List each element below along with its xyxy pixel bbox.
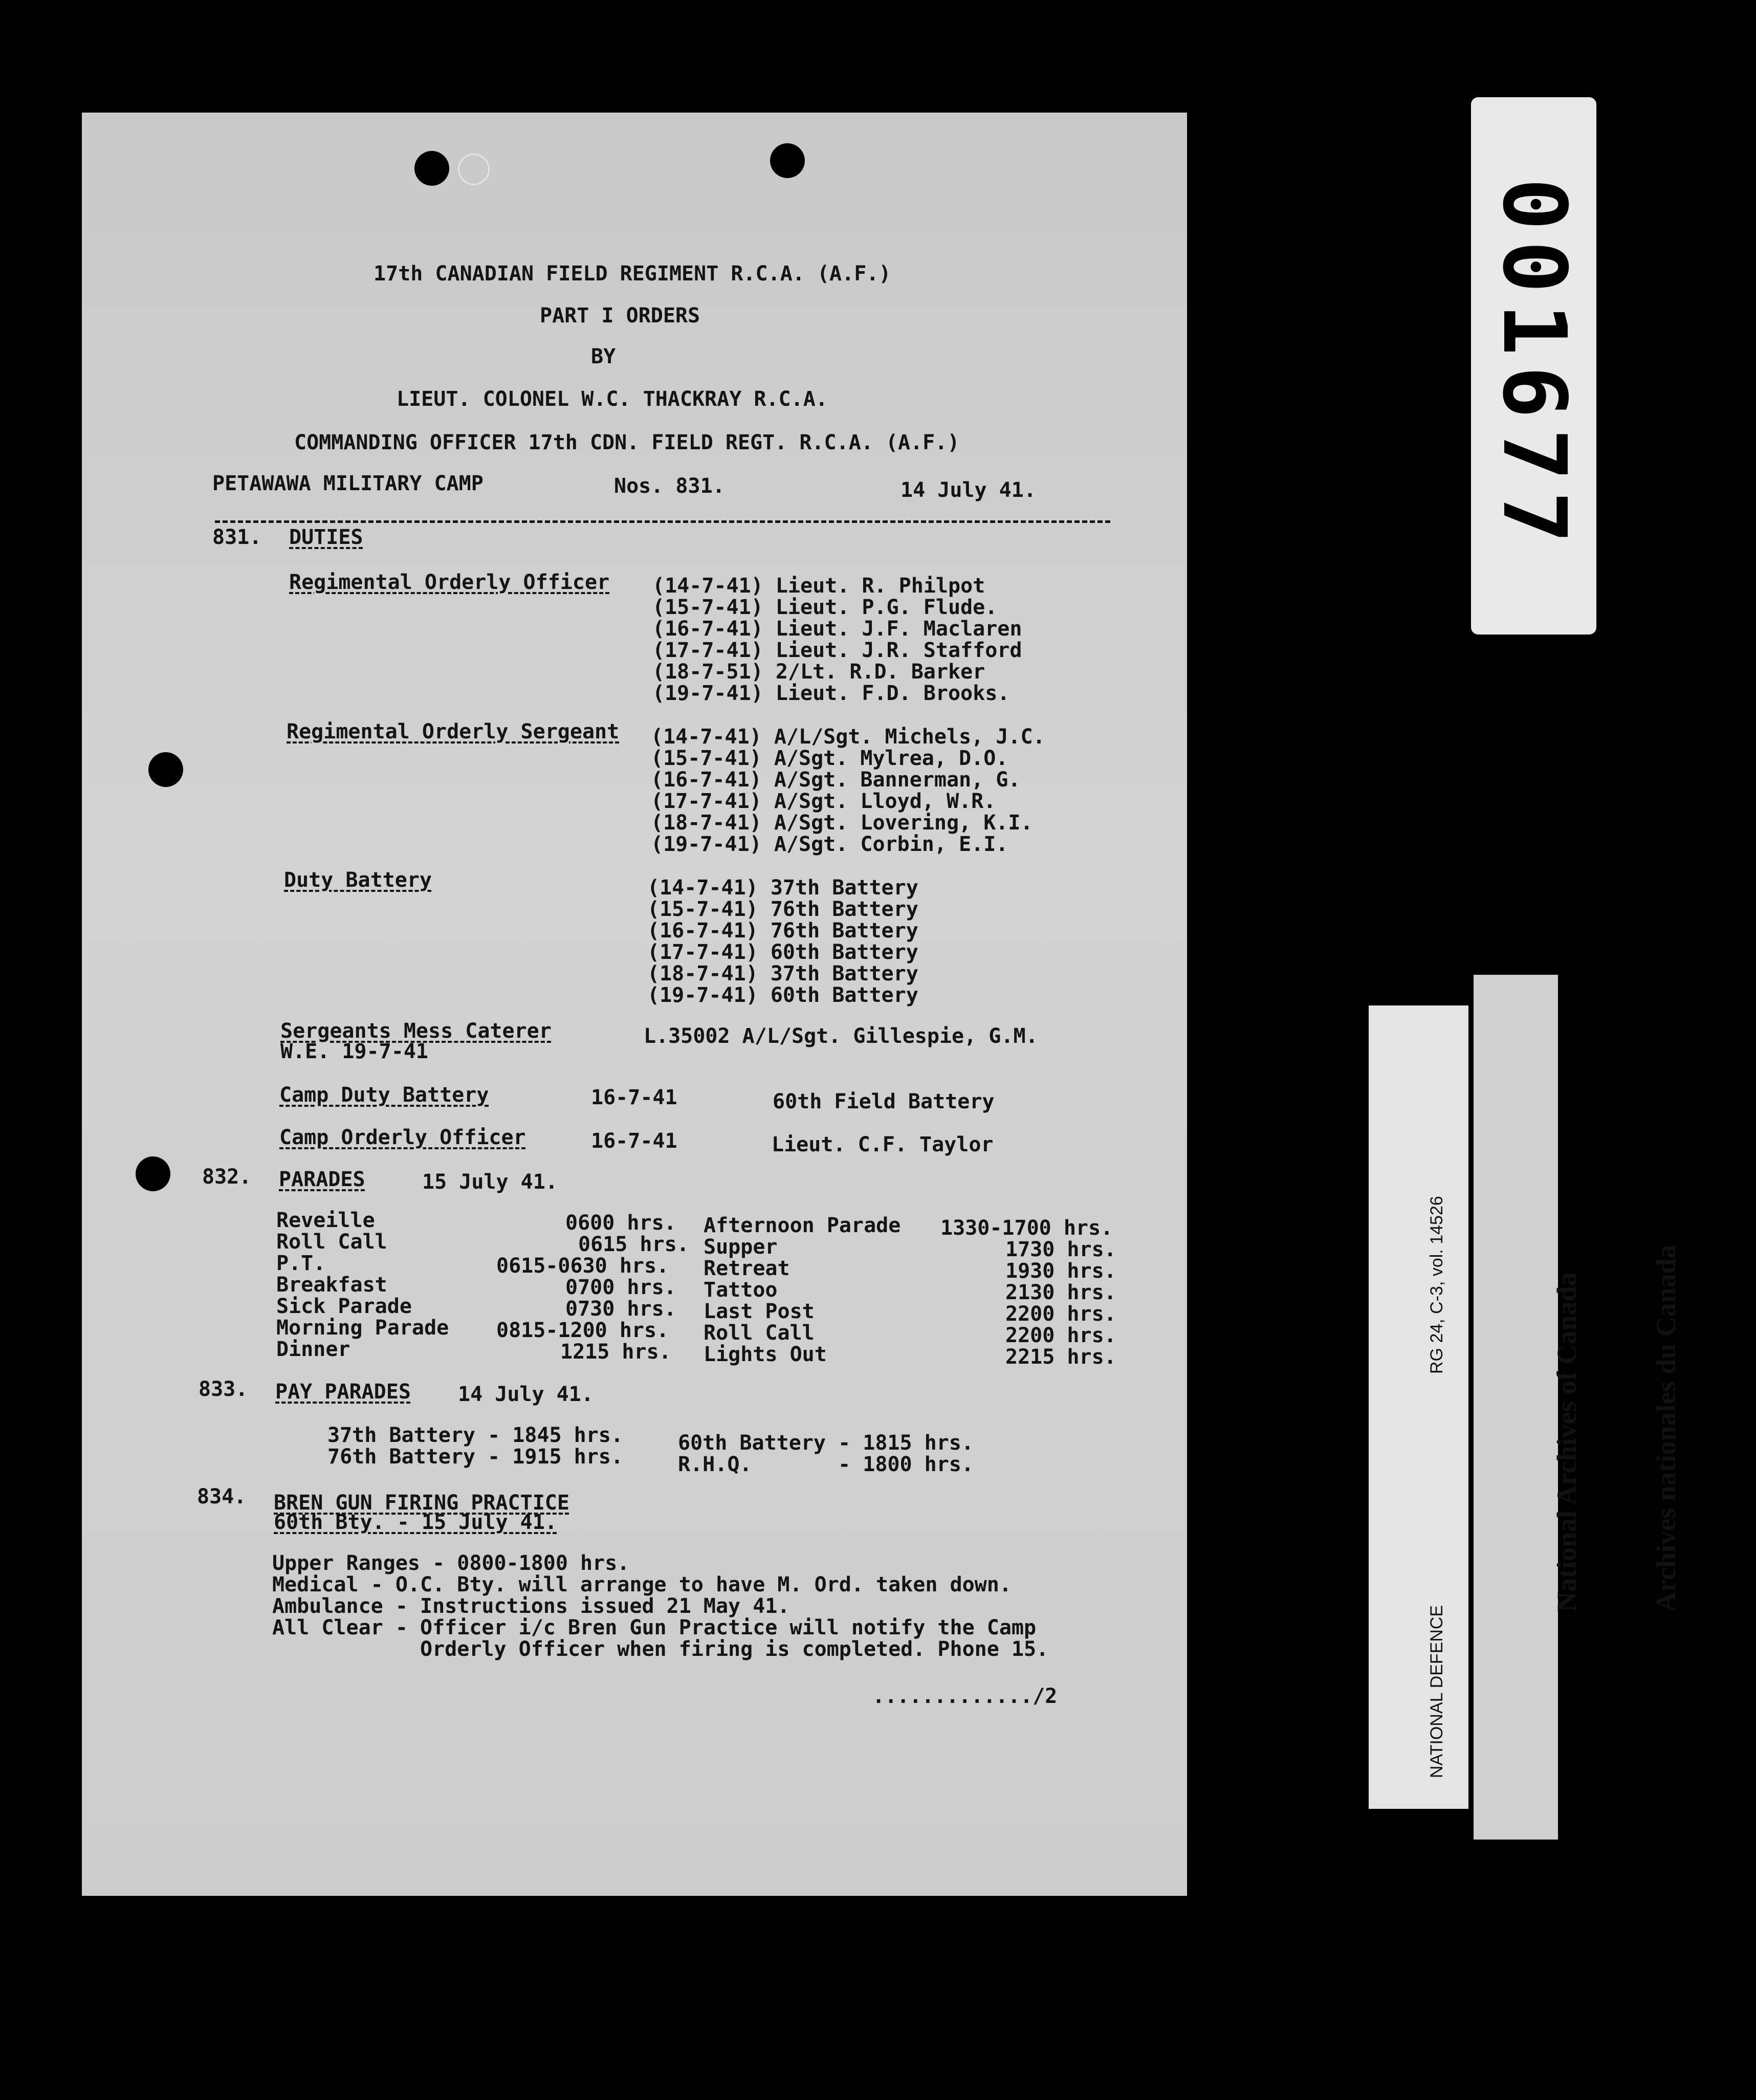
punch-hole	[770, 143, 805, 178]
ros-entry: (17-7-41) A/Sgt. Lloyd, W.R.	[651, 790, 996, 813]
header-divider	[215, 520, 1110, 523]
camp-orderly-officer-label: Camp Orderly Officer	[279, 1126, 526, 1149]
parade-time: 0615-0630 hrs.	[496, 1254, 669, 1278]
archives-text	[1484, 1244, 1749, 1612]
bren-line: Medical - O.C. Bty. will arrange to have M. Ord. taken down.	[272, 1573, 1012, 1596]
punch-hole	[148, 752, 183, 787]
parade-time: 1730 hrs.	[1005, 1238, 1116, 1261]
section-833-title: PAY PARADES	[275, 1380, 411, 1404]
bren-line: Orderly Officer when firing is completed. Phone 15.	[272, 1637, 1049, 1661]
parade-time: 2215 hrs.	[1005, 1345, 1116, 1369]
duty-battery-entry: (15-7-41) 76th Battery	[647, 898, 918, 921]
punch-hole-faint	[458, 154, 490, 185]
parade-time: 0730 hrs.	[565, 1297, 676, 1321]
duty-battery-entry: (19-7-41) 60th Battery	[647, 983, 918, 1007]
parade-name: Lights Out	[704, 1343, 827, 1366]
parade-name: Morning Parade	[276, 1316, 449, 1340]
ros-label: Regimental Orderly Sergeant	[287, 720, 620, 743]
roo-entry: (17-7-41) Lieut. J.R. Stafford	[652, 639, 1022, 662]
camp-duty-battery-date: 16-7-41	[591, 1086, 677, 1109]
mess-caterer-label: Sergeants Mess Caterer	[280, 1019, 552, 1043]
parade-name: Reveille	[276, 1209, 375, 1232]
roo-entry: (19-7-41) Lieut. F.D. Brooks.	[652, 682, 1010, 705]
ros-entry: (18-7-41) A/Sgt. Lovering, K.I.	[651, 811, 1033, 835]
parade-name: Roll Call	[276, 1230, 387, 1254]
reference-label	[1369, 1005, 1468, 1809]
header-line-2: PART I ORDERS	[540, 304, 700, 327]
bren-line: Ambulance - Instructions issued 21 May 41.	[272, 1594, 790, 1618]
parade-time: 2200 hrs.	[1005, 1324, 1116, 1347]
archives-line-2: Archives nationales du Canada	[1650, 1244, 1681, 1612]
camp-orderly-officer-date: 16-7-41	[591, 1129, 677, 1153]
camp-orderly-officer-value: Lieut. C.F. Taylor	[772, 1133, 994, 1156]
archive-number-stamp	[1471, 97, 1596, 635]
section-831-title: DUTIES	[289, 526, 363, 549]
section-834-title: BREN GUN FIRING PRACTICE	[274, 1491, 569, 1515]
parade-time: 0600 hrs.	[565, 1211, 676, 1235]
header-line-1: 17th CANADIAN FIELD REGIMENT R.C.A. (A.F.)	[374, 262, 891, 286]
roo-label: Regimental Orderly Officer	[289, 571, 610, 594]
parade-name: Tattoo	[704, 1278, 778, 1302]
parade-name: Retreat	[704, 1257, 790, 1280]
archives-label	[1474, 975, 1681, 1840]
parade-time: 1215 hrs.	[560, 1340, 671, 1364]
parade-name: Last Post	[704, 1300, 815, 1323]
header-number: Nos. 831.	[614, 474, 725, 498]
ros-entry: (19-7-41) A/Sgt. Corbin, E.I.	[651, 833, 1008, 856]
pay-parade-entry: 37th Battery - 1845 hrs.	[327, 1424, 623, 1447]
parade-name: Dinner	[276, 1338, 350, 1361]
ros-entry: (15-7-41) A/Sgt. Mylrea, D.O.	[651, 747, 1008, 770]
roo-entry: (15-7-41) Lieut. P.G. Flude.	[652, 596, 998, 619]
bren-line: All Clear - Officer i/c Bren Gun Practice will notify the Camp	[272, 1616, 1037, 1639]
section-832-date: 15 July 41.	[422, 1170, 558, 1194]
parade-name: Roll Call	[704, 1321, 815, 1345]
duty-battery-entry: (17-7-41) 60th Battery	[647, 940, 918, 964]
parade-time: 0815-1200 hrs.	[496, 1319, 669, 1342]
header-date: 14 July 41.	[901, 478, 1036, 502]
ros-entry: (14-7-41) A/L/Sgt. Michels, J.C.	[651, 725, 1045, 749]
mess-caterer-sub: W.E. 19-7-41	[280, 1040, 428, 1063]
mess-caterer-value: L.35002 A/L/Sgt. Gillespie, G.M.	[644, 1024, 1038, 1048]
roo-entry: (18-7-51) 2/Lt. R.D. Barker	[652, 660, 985, 684]
section-831-number: 831.	[212, 526, 262, 549]
camp-duty-battery-value: 60th Field Battery	[773, 1090, 995, 1113]
ros-entry: (16-7-41) A/Sgt. Bannerman, G.	[651, 768, 1021, 792]
archive-number: 001677	[1483, 178, 1585, 554]
section-833-date: 14 July 41.	[458, 1383, 594, 1406]
parade-time: 2130 hrs.	[1005, 1281, 1116, 1304]
parade-time: 2200 hrs.	[1005, 1302, 1116, 1326]
section-834-number: 834.	[197, 1485, 247, 1508]
roo-entry: (14-7-41) Lieut. R. Philpot	[652, 574, 985, 598]
section-834-subtitle: 60th Bty. - 15 July 41.	[274, 1511, 557, 1534]
roo-entry: (16-7-41) Lieut. J.F. Maclaren	[652, 617, 1022, 641]
parade-name: Breakfast	[276, 1273, 387, 1297]
duty-battery-entry: (18-7-41) 37th Battery	[647, 962, 918, 986]
parade-name: Supper	[704, 1235, 778, 1259]
punch-hole	[136, 1156, 170, 1191]
bren-line: Upper Ranges - 0800-1800 hrs.	[272, 1551, 630, 1575]
header-line-5: COMMANDING OFFICER 17th CDN. FIELD REGT. R.C.A. (A.F.)	[294, 431, 960, 454]
pay-parade-entry: 60th Battery - 1815 hrs.	[678, 1431, 974, 1455]
parade-name: Sick Parade	[276, 1295, 412, 1318]
section-832-title: PARADES	[279, 1168, 365, 1191]
section-832-number: 832.	[202, 1165, 252, 1189]
reference-line-1: RG 24, C-3, vol. 14526	[1426, 1196, 1446, 1374]
section-833-number: 833.	[199, 1377, 248, 1401]
archives-line-1: National Archives of Canada	[1551, 1272, 1582, 1612]
pay-parade-entry: R.H.Q. - 1800 hrs.	[678, 1453, 974, 1476]
parade-time: 0700 hrs.	[565, 1276, 676, 1299]
department-line-1: NATIONAL DEFENCE	[1426, 1605, 1446, 1778]
header-line-3: BY	[591, 345, 616, 368]
parade-time: 1930 hrs.	[1005, 1259, 1116, 1283]
parade-name: Afternoon Parade	[704, 1214, 901, 1237]
duty-battery-label: Duty Battery	[284, 868, 432, 892]
camp-duty-battery-label: Camp Duty Battery	[279, 1083, 489, 1107]
duty-battery-entry: (14-7-41) 37th Battery	[647, 876, 918, 900]
parade-time: 0615 hrs.	[578, 1233, 689, 1256]
parade-name: P.T.	[276, 1252, 326, 1275]
punch-hole	[414, 151, 449, 186]
continued-marker: ............./2	[872, 1685, 1058, 1708]
parade-time: 1330-1700 hrs.	[940, 1216, 1113, 1240]
header-line-4: LIEUT. COLONEL W.C. THACKRAY R.C.A.	[397, 387, 828, 411]
duty-battery-entry: (16-7-41) 76th Battery	[647, 919, 918, 943]
header-location: PETAWAWA MILITARY CAMP	[212, 472, 484, 495]
pay-parade-entry: 76th Battery - 1915 hrs.	[327, 1445, 623, 1469]
